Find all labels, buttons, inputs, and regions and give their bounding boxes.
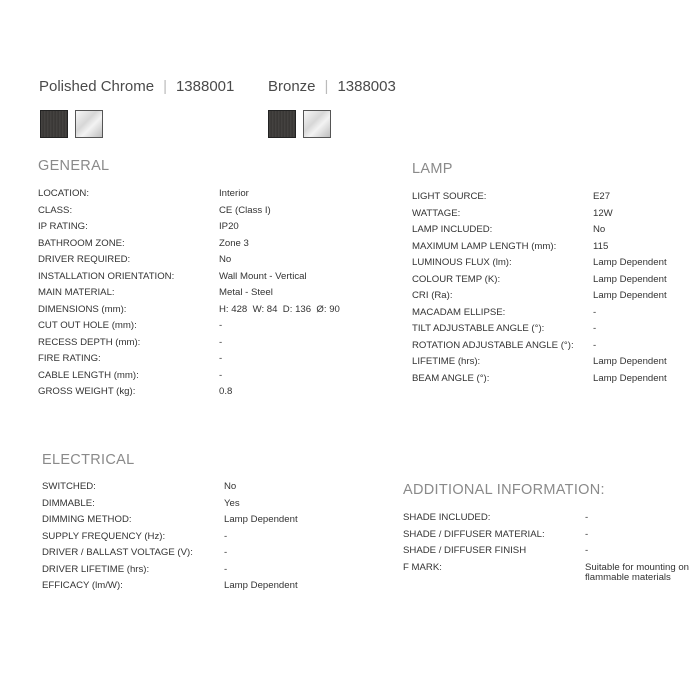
lamp-heading: LAMP xyxy=(412,161,453,177)
lamp-spec-table xyxy=(412,189,692,387)
spec-label: BEAM ANGLE (°): xyxy=(412,372,490,384)
spec-value: 115 xyxy=(593,240,609,252)
spec-value: - xyxy=(219,353,223,364)
spec-value: - xyxy=(219,336,223,348)
spec-value: CE (Class I) xyxy=(219,204,271,216)
spec-label: COLOUR TEMP (K): xyxy=(412,273,501,285)
spec-row xyxy=(42,562,342,579)
spec-label: SHADE / DIFFUSER FINISH xyxy=(403,545,527,556)
spec-value: 0.8 xyxy=(219,386,233,397)
general-spec-table xyxy=(38,186,368,401)
general-heading: GENERAL xyxy=(38,158,110,174)
spec-row xyxy=(42,512,342,529)
chrome-swatch[interactable] xyxy=(303,110,331,138)
spec-label: DRIVER LIFETIME (hrs): xyxy=(42,563,150,575)
spec-row xyxy=(38,302,368,319)
spec-label: INSTALLATION ORIENTATION: xyxy=(38,270,175,282)
spec-label: RECESS DEPTH (mm): xyxy=(38,336,141,348)
spec-label: WATTAGE: xyxy=(412,207,461,219)
spec-value: - xyxy=(593,306,597,318)
spec-label: LIGHT SOURCE: xyxy=(412,191,487,202)
spec-label: BATHROOM ZONE: xyxy=(38,237,125,249)
spec-row xyxy=(38,203,368,220)
spec-value: Suitable for mounting on flammable materials xyxy=(585,561,689,583)
spec-row xyxy=(412,354,692,371)
spec-row xyxy=(38,335,368,352)
spec-label: DRIVER / BALLAST VOLTAGE (V): xyxy=(42,547,193,558)
spec-value: - xyxy=(593,323,597,334)
spec-value: Lamp Dependent xyxy=(593,290,667,301)
electrical-heading: ELECTRICAL xyxy=(42,452,135,468)
spec-value: No xyxy=(593,224,606,235)
spec-row xyxy=(403,527,697,544)
spec-row xyxy=(38,368,368,385)
spec-label: GROSS WEIGHT (kg): xyxy=(38,386,136,397)
spec-value: - xyxy=(585,512,589,523)
spec-value: - xyxy=(585,545,589,556)
spec-value: H: 428 W: 84 D: 136 Ø: 90 xyxy=(219,303,340,315)
spec-label: SUPPLY FREQUENCY (Hz): xyxy=(42,530,166,542)
spec-row xyxy=(412,206,692,223)
spec-value: E27 xyxy=(593,191,611,202)
spec-row xyxy=(412,371,692,388)
spec-label: CRI (Ra): xyxy=(412,290,453,301)
spec-value: Lamp Dependent xyxy=(593,273,667,285)
variant-polished-chrome xyxy=(39,78,234,95)
spec-row xyxy=(38,186,368,203)
spec-label: LOCATION: xyxy=(38,188,89,199)
spec-row xyxy=(42,545,342,562)
spec-row xyxy=(38,252,368,269)
spec-label: DRIVER REQUIRED: xyxy=(38,254,131,265)
variant-finish-name: Bronze xyxy=(268,78,316,95)
spec-label: ROTATION ADJUSTABLE ANGLE (°): xyxy=(412,339,574,351)
spec-row xyxy=(38,285,368,302)
spec-label: SHADE INCLUDED: xyxy=(403,512,491,523)
spec-value: Lamp Dependent xyxy=(593,356,667,367)
spec-row xyxy=(403,510,697,527)
spec-row xyxy=(42,578,342,595)
spec-row xyxy=(38,351,368,368)
spec-row xyxy=(42,479,342,496)
variant-finish-name: Polished Chrome xyxy=(39,78,155,95)
spec-label: TILT ADJUSTABLE ANGLE (°): xyxy=(412,323,545,334)
spec-row xyxy=(42,529,342,546)
spec-row xyxy=(38,384,368,401)
spec-label: SWITCHED: xyxy=(42,481,96,492)
spec-label: MAIN MATERIAL: xyxy=(38,287,115,298)
electrical-spec-table xyxy=(42,479,342,595)
spec-row xyxy=(412,321,692,338)
spec-row xyxy=(412,239,692,256)
variant-product-code: 1388003 xyxy=(337,78,396,95)
spec-label: LUMINOUS FLUX (lm): xyxy=(412,257,512,268)
spec-row xyxy=(412,305,692,322)
variant-polished-chrome-swatches xyxy=(40,110,103,138)
spec-value: - xyxy=(224,563,228,575)
additional-info-heading: ADDITIONAL INFORMATION: xyxy=(403,482,605,498)
spec-label: LIFETIME (hrs): xyxy=(412,356,481,367)
variant-separator: | xyxy=(324,78,329,95)
spec-value: - xyxy=(219,320,223,331)
spec-value: - xyxy=(224,530,228,542)
spec-label: F MARK: xyxy=(403,561,442,573)
spec-label: CUT OUT HOLE (mm): xyxy=(38,320,137,331)
spec-label: IP RATING: xyxy=(38,221,88,232)
spec-value: - xyxy=(219,369,223,381)
spec-value: Lamp Dependent xyxy=(224,580,298,591)
variant-separator: | xyxy=(163,78,167,95)
spec-row xyxy=(38,318,368,335)
spec-row xyxy=(403,543,697,560)
spec-row xyxy=(42,496,342,513)
spec-value: - xyxy=(224,547,228,558)
spec-value: - xyxy=(585,528,589,540)
spec-value: Lamp Dependent xyxy=(593,372,667,384)
variant-bronze-swatches xyxy=(268,110,331,138)
spec-value: Wall Mount - Vertical xyxy=(219,270,307,282)
spec-label: FIRE RATING: xyxy=(38,353,101,364)
additional-info-spec-table xyxy=(403,510,697,583)
spec-value: No xyxy=(219,254,232,265)
spec-value: Metal - Steel xyxy=(219,287,273,298)
spec-row xyxy=(403,560,697,583)
spec-label: CLASS: xyxy=(38,204,73,216)
spec-value: IP20 xyxy=(219,221,239,232)
spec-row xyxy=(412,222,692,239)
spec-value: Zone 3 xyxy=(219,237,249,249)
spec-row xyxy=(412,288,692,305)
spec-label: DIMENSIONS (mm): xyxy=(38,303,127,315)
spec-label: CABLE LENGTH (mm): xyxy=(38,369,139,381)
variant-product-code: 1388001 xyxy=(175,78,235,95)
spec-label: DIMMABLE: xyxy=(42,497,95,509)
spec-row xyxy=(412,272,692,289)
spec-value: Lamp Dependent xyxy=(593,257,667,268)
dark-metal-swatch[interactable] xyxy=(40,110,68,138)
spec-value: 12W xyxy=(593,207,613,219)
dark-metal-swatch[interactable] xyxy=(268,110,296,138)
spec-label: EFFICACY (lm/W): xyxy=(42,580,123,591)
spec-label: SHADE / DIFFUSER MATERIAL: xyxy=(403,528,545,540)
spec-label: LAMP INCLUDED: xyxy=(412,224,493,235)
spec-row xyxy=(412,338,692,355)
spec-row xyxy=(38,236,368,253)
spec-label: MAXIMUM LAMP LENGTH (mm): xyxy=(412,240,557,252)
spec-row xyxy=(412,255,692,272)
spec-row xyxy=(412,189,692,206)
spec-value: No xyxy=(224,481,237,492)
spec-row xyxy=(38,269,368,286)
spec-value: - xyxy=(593,339,597,351)
spec-value: Interior xyxy=(219,188,249,199)
chrome-swatch[interactable] xyxy=(75,110,103,138)
variant-bronze xyxy=(268,78,396,95)
spec-value: Lamp Dependent xyxy=(224,514,298,525)
spec-label: MACADAM ELLIPSE: xyxy=(412,306,506,318)
spec-label: DIMMING METHOD: xyxy=(42,514,132,525)
spec-value: Yes xyxy=(224,497,240,509)
spec-row xyxy=(38,219,368,236)
